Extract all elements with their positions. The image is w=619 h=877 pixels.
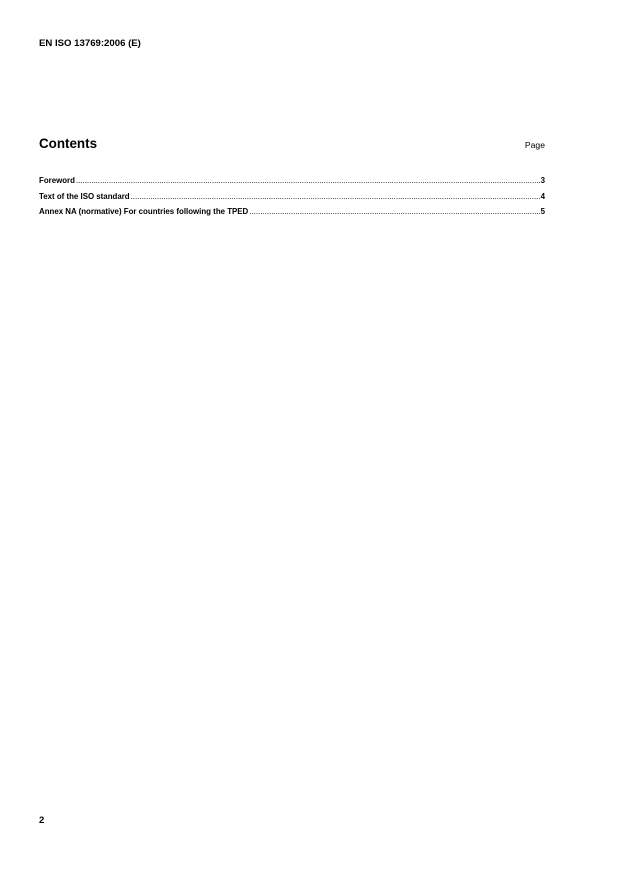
toc-entry-iso-standard-text[interactable] bbox=[39, 191, 545, 204]
toc-entry-annex-na[interactable] bbox=[39, 206, 545, 219]
toc-dot-leader bbox=[131, 191, 540, 202]
contents-heading: Contents bbox=[39, 136, 98, 151]
toc-entry-title: Annex NA (normative) For countries following the TPED bbox=[39, 207, 249, 217]
toc-entry-foreword[interactable] bbox=[39, 175, 545, 188]
toc-entry-page: 3 bbox=[540, 176, 545, 185]
toc-entry-title: Text of the ISO standard bbox=[39, 191, 130, 201]
toc-dot-leader bbox=[76, 175, 540, 186]
footer-page-number: 2 bbox=[39, 815, 45, 826]
page-column-label: Page bbox=[524, 140, 545, 150]
toc-entry-title: Foreword bbox=[39, 176, 75, 185]
toc-entry-page: 4 bbox=[540, 191, 545, 201]
toc-dot-leader bbox=[249, 206, 539, 217]
table-of-contents bbox=[39, 175, 545, 222]
document-header: EN ISO 13769:2006 (E) bbox=[39, 38, 141, 49]
toc-entry-page: 5 bbox=[540, 207, 545, 217]
